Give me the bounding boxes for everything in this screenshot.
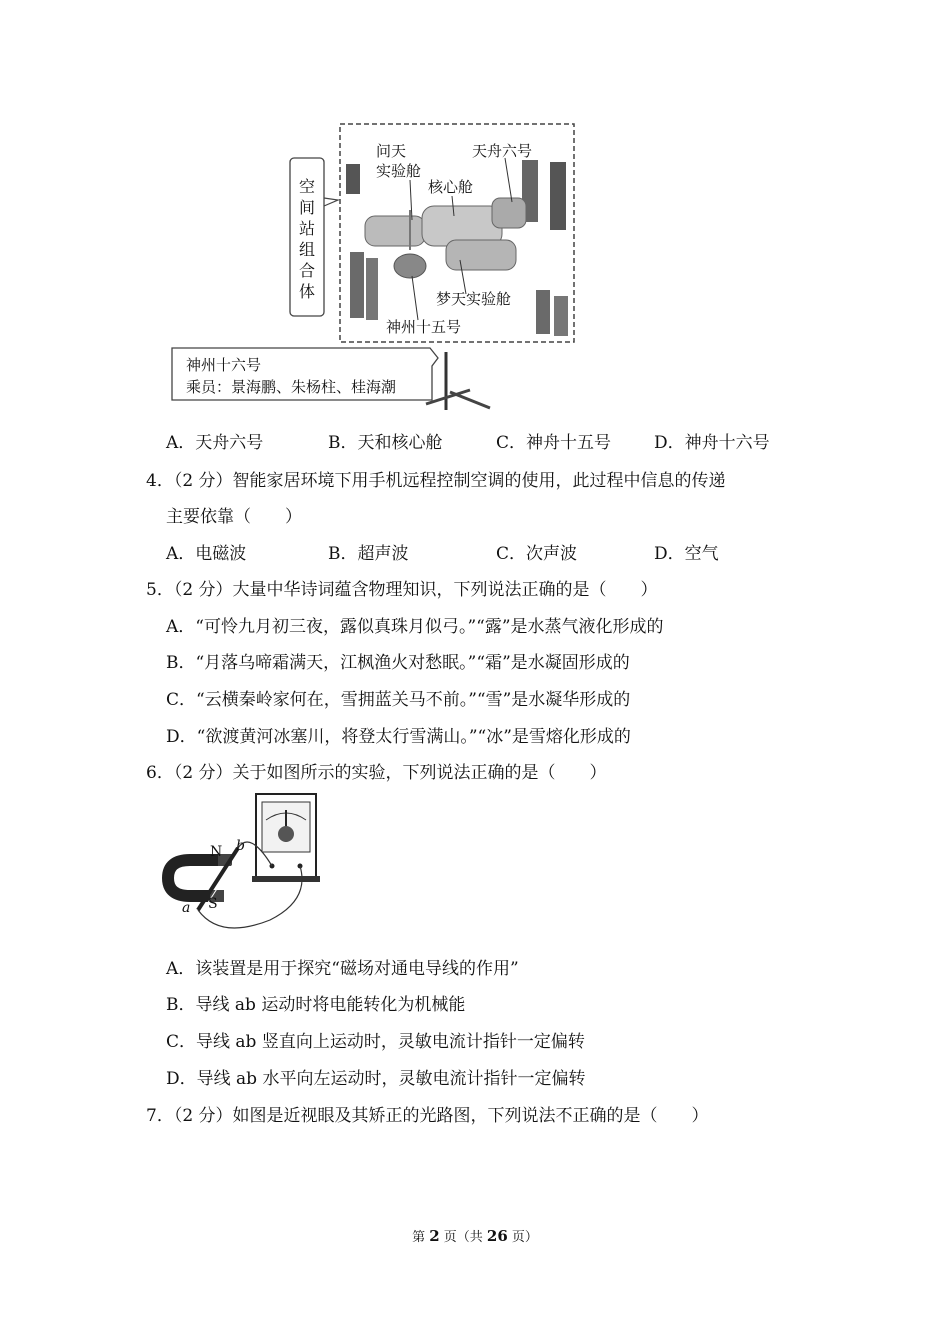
- footer-total-pages: 26: [486, 1227, 508, 1245]
- q6-option-b: B．导线 ab 运动时将电能转化为机械能: [166, 995, 466, 1015]
- footer-suffix: 页）: [507, 1230, 538, 1245]
- wire-b-label: b: [236, 838, 245, 854]
- q6-option-a: A．该装置是用于探究“磁场对通电导线的作用”: [166, 959, 519, 979]
- q5-stem: 5．（2 分）大量中华诗词蕴含物理知识，下列说法正确的是（ ）: [146, 580, 658, 600]
- q5-option-b: B．“月落乌啼霜满天，江枫渔火对愁眠。”“霜”是水凝固形成的: [166, 653, 630, 673]
- q4-option-d: D．空气: [654, 544, 719, 564]
- q4-option-b: B．超声波: [328, 544, 409, 564]
- label-wentian-2: 实验舱: [376, 162, 422, 180]
- wire-a-label: a: [182, 900, 191, 916]
- q3-option-d: D．神舟十六号: [654, 433, 770, 453]
- q3-option-a: A．天舟六号: [166, 433, 264, 453]
- label-shenzhou15: 神州十五号: [386, 318, 462, 336]
- label-mengtian: 梦天实验舱: [436, 290, 512, 308]
- station-box-label: 空间站组合体: [298, 177, 315, 301]
- q3-option-c: C．神舟十五号: [496, 433, 612, 453]
- q5-option-a: A．“可怜九月初三夜，露似真珠月似弓。”“露”是水蒸气液化形成的: [166, 617, 664, 637]
- q4-options: [166, 543, 806, 565]
- q3-options: [166, 432, 806, 454]
- callout-line-1: 神州十六号: [186, 356, 262, 374]
- page-footer: [0, 1226, 950, 1245]
- q6-option-d: D．导线 ab 水平向左运动时，灵敏电流计指针一定偏转: [166, 1069, 586, 1089]
- q3-option-b: B．天和核心舱: [328, 433, 443, 453]
- q5-option-d: D．“欲渡黄河冰塞川，将登太行雪满山。”“冰”是雪熔化形成的: [166, 727, 631, 747]
- footer-middle: 页（共: [439, 1230, 487, 1245]
- magnet-n-label: N: [210, 844, 223, 860]
- q5-option-c: C．“云横秦岭家何在，雪拥蓝关马不前。”“雪”是水凝华形成的: [166, 690, 631, 710]
- space-station-figure: [160, 120, 600, 420]
- q4-stem-line2: 主要依靠（ ）: [166, 507, 302, 527]
- q6-option-c: C．导线 ab 竖直向上运动时，灵敏电流计指针一定偏转: [166, 1032, 585, 1052]
- q7-stem: 7．（2 分）如图是近视眼及其矫正的光路图，下列说法不正确的是（ ）: [146, 1106, 709, 1126]
- q4-option-a: A．电磁波: [166, 544, 247, 564]
- callout-line-2: 乘员：景海鹏、朱杨柱、桂海潮: [186, 378, 397, 396]
- q4-stem-line1: 4．（2 分）智能家居环境下用手机远程控制空调的使用，此过程中信息的传递: [146, 471, 726, 491]
- label-core-module: 核心舱: [428, 178, 474, 196]
- label-wentian-1: 问天: [376, 142, 407, 160]
- magnet-s-label: S: [208, 896, 218, 912]
- footer-prefix: 第: [412, 1230, 430, 1245]
- label-tianzhou: 天舟六号: [472, 142, 533, 160]
- induction-experiment-figure: [160, 790, 330, 930]
- q4-option-c: C．次声波: [496, 544, 578, 564]
- q6-stem: 6．（2 分）关于如图所示的实验，下列说法正确的是（ ）: [146, 763, 607, 783]
- footer-page-number: 2: [429, 1227, 440, 1245]
